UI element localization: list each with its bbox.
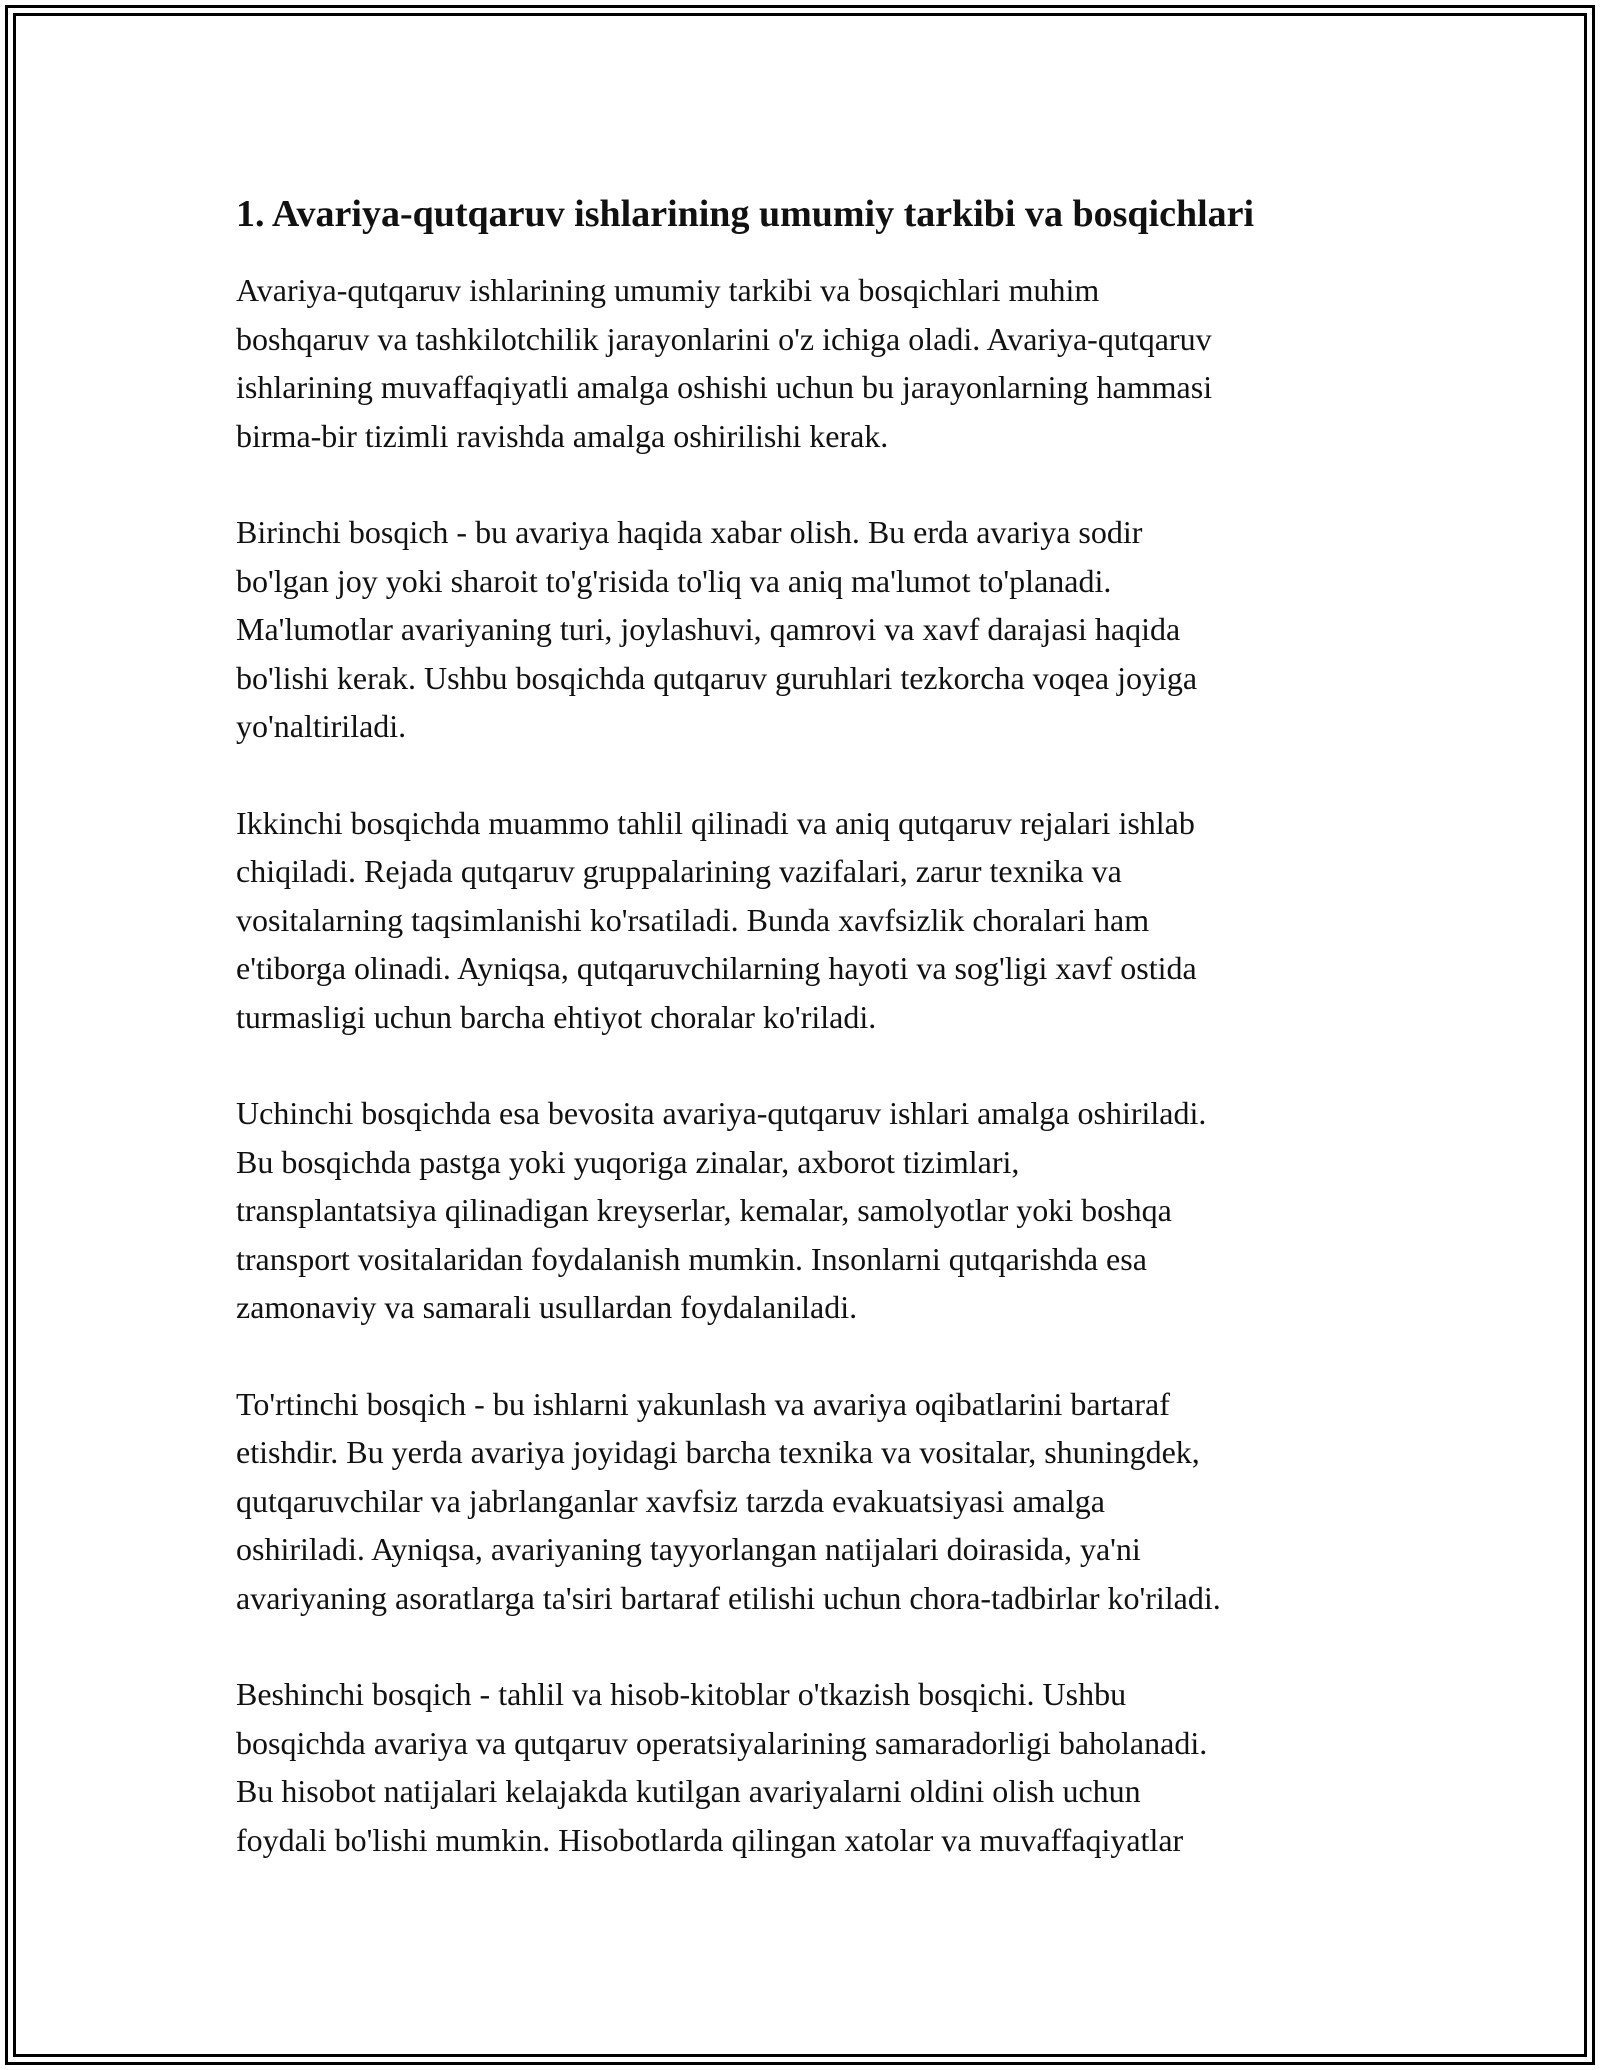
paragraph-line: oshiriladi. Ayniqsa, avariyaning tayyorlangan natijalari doirasida, ya'ni: [236, 1531, 1141, 1567]
paragraph-line: foydali bo'lishi mumkin. Hisobotlarda qilingan xatolar va muvaffaqiyatlar: [236, 1821, 1184, 1858]
paragraph-line: qutqaruvchilar va jabrlanganlar xavfsiz tarzda evakuatsiyasi amalga: [236, 1482, 1105, 1519]
paragraph-stage-3: [236, 1089, 1376, 1332]
paragraph-line: e'tiborga olinadi. Ayniqsa, qutqaruvchilarning hayoti va sog'ligi xavf ostida: [236, 950, 1197, 986]
paragraph-line: chiqiladi. Rejada qutqaruv gruppalarining vazifalari, zarur texnika va: [236, 853, 1122, 889]
paragraph-line: Bu hisobot natijalari kelajakda kutilgan avariyalarni oldini olish uchun: [236, 1773, 1141, 1809]
document-title: 1. Avariya-qutqaruv ishlarining umumiy tarkibi va bosqichlari: [236, 193, 1255, 235]
paragraph-line: zamonaviy va samarali usullardan foydalaniladi.: [236, 1289, 858, 1325]
paragraph-line: Ikkinchi bosqichda muammo tahlil qilinadi va aniq qutqaruv rejalari ishlab: [236, 804, 1195, 841]
paragraph-line: bosqichda avariya va qutqaruv operatsiyalarining samaradorligi baholanadi.: [236, 1724, 1208, 1761]
paragraph-line: etishdir. Bu yerda avariya joyidagi barcha texnika va vositalar, shuningdek,: [236, 1434, 1200, 1470]
paragraph-stage-4: [236, 1380, 1376, 1623]
paragraph-line: yo'naltiriladi.: [236, 708, 407, 744]
paragraph-line: Ma'lumotlar avariyaning turi, joylashuvi, qamrovi va xavf darajasi haqida: [236, 611, 1181, 647]
paragraph-line: Bu bosqichda pastga yoki yuqoriga zinalar, axborot tizimlari,: [236, 1143, 1020, 1180]
paragraph-stage-2: [236, 799, 1376, 1042]
paragraph-line: Beshinchi bosqich - tahlil va hisob-kitoblar o'tkazish bosqichi. Ushbu: [236, 1676, 1127, 1712]
paragraph-line: bo'lgan joy yoki sharoit to'g'risida to'liq va aniq ma'lumot to'planadi.: [236, 562, 1112, 599]
paragraph-line: transport vositalaridan foydalanish mumkin. Insonlarni qutqarishda esa: [236, 1240, 1147, 1277]
paragraph-line: boshqaruv va tashkilotchilik jarayonlarini o'z ichiga oladi. Avariya-qutqaruv: [236, 320, 1212, 357]
paragraph-intro: [236, 266, 1376, 460]
paragraph-line: To'rtinchi bosqich - bu ishlarni yakunlash va avariya oqibatlarini bartaraf: [236, 1385, 1170, 1422]
paragraph-stage-5: [236, 1670, 1376, 1864]
paragraph-line: Birinchi bosqich - bu avariya haqida xabar olish. Bu erda avariya sodir: [236, 514, 1143, 550]
paragraph-line: bo'lishi kerak. Ushbu bosqichda qutqaruv guruhlari tezkorcha voqea joyiga: [236, 659, 1198, 696]
document-body: [236, 188, 1376, 1912]
paragraph-line: Uchinchi bosqichda esa bevosita avariya-qutqaruv ishlari amalga oshiriladi.: [236, 1095, 1207, 1131]
paragraph-line: ishlarining muvaffaqiyatli amalga oshishi uchun bu jarayonlarning hammasi: [236, 369, 1213, 405]
paragraph-line: Avariya-qutqaruv ishlarining umumiy tarkibi va bosqichlari muhim: [236, 272, 1100, 308]
paragraph-line: transplantatsiya qilinadigan kreyserlar, kemalar, samolyotlar yoki boshqa: [236, 1192, 1172, 1228]
paragraph-line: turmasligi uchun barcha ehtiyot choralar ko'riladi.: [236, 998, 877, 1035]
paragraph-line: vositalarning taqsimlanishi ko'rsatiladi. Bunda xavfsizlik choralari ham: [236, 901, 1150, 938]
paragraph-line: birma-bir tizimli ravishda amalga oshirilishi kerak.: [236, 417, 889, 454]
paragraph-stage-1: [236, 508, 1376, 751]
paragraph-line: avariyaning asoratlarga ta'siri bartaraf etilishi uchun chora-tadbirlar ko'riladi.: [236, 1579, 1221, 1616]
